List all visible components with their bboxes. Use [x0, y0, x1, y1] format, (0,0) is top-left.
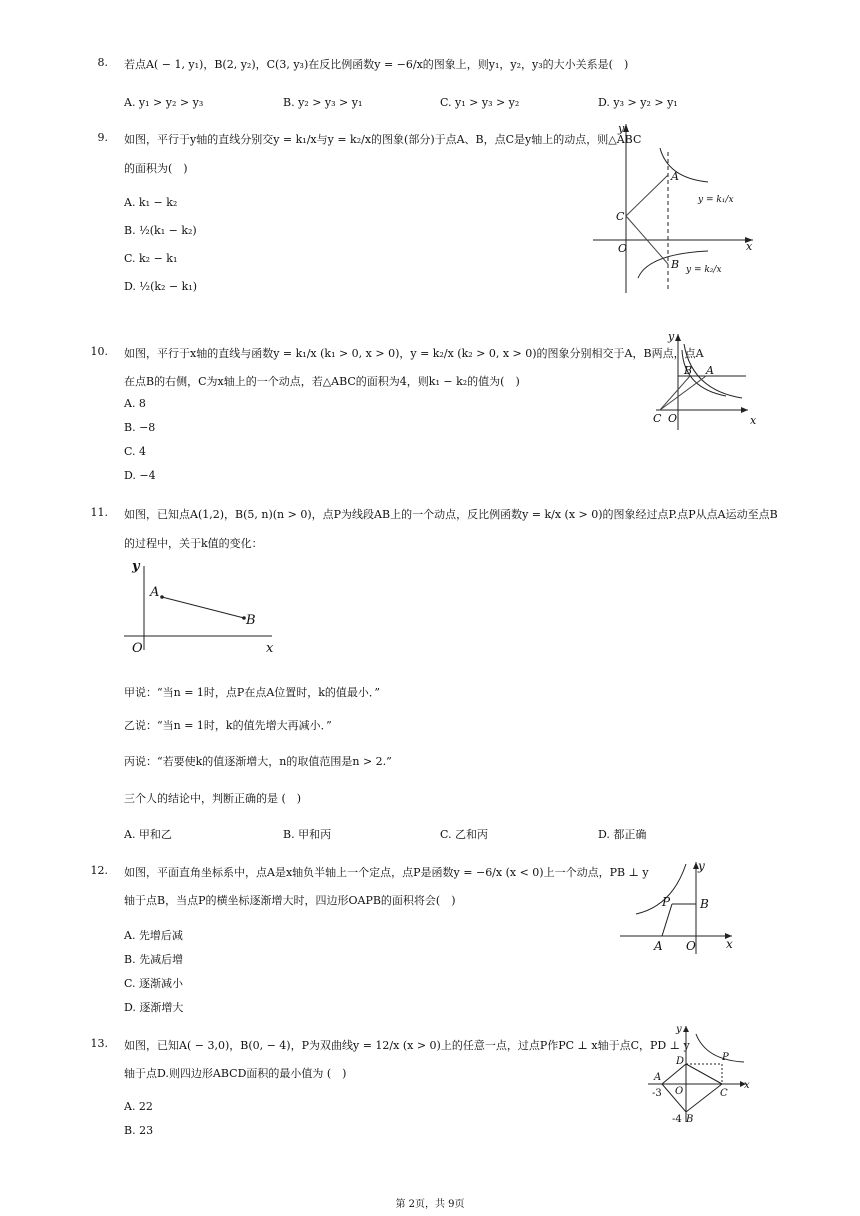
q9-number: 9. — [97, 131, 108, 144]
q13-quad-abcd — [662, 1064, 722, 1112]
q11-statement-jia: 甲说：“当n = 1时，点P在点A位置时，k的值最小．” — [124, 686, 381, 699]
q11-statement-bing: 丙说：“若要使k的值逐渐增大，n的取值范围是n > 2.” — [124, 755, 392, 768]
q9-label-a: A — [671, 170, 679, 183]
q13-figure — [644, 1022, 754, 1128]
q10-segment-cb — [660, 376, 690, 410]
q9-label-o: O — [618, 242, 628, 255]
q12-label-x: x — [726, 937, 733, 951]
q13-option-a[interactable]: A. 22 — [124, 1100, 153, 1113]
q8-option-a[interactable]: A. y₁ > y₂ > y₃ — [124, 96, 204, 109]
q11-label-o: O — [132, 641, 143, 656]
q9-figure — [588, 118, 760, 298]
q10-number: 10. — [90, 345, 108, 358]
q12-option-b[interactable]: B. 先减后增 — [124, 953, 184, 966]
q12-label-p: P — [662, 895, 671, 909]
q11-statement-yi: 乙说：“当n = 1时，k的值先增大再减小．” — [124, 719, 332, 732]
q9-label-c: C — [616, 210, 625, 223]
q10-label-o: O — [668, 412, 678, 425]
q8-option-d[interactable]: D. y₃ > y₂ > y₁ — [598, 96, 678, 109]
q12-label-b: B — [700, 897, 709, 911]
q9-label-x: x — [746, 240, 753, 253]
q9-option-a[interactable]: A. k₁ − k₂ — [124, 196, 178, 209]
q10-label-x: x — [750, 414, 757, 427]
q12-label-o: O — [686, 939, 696, 953]
q11-question: 三个人的结论中，判断正确的是 ( ) — [124, 792, 302, 805]
q13-label-c: C — [720, 1088, 728, 1099]
q13-option-b[interactable]: B. 23 — [124, 1124, 154, 1137]
q11-stem-line1: 如图，已知点A(1,2)，B(5, n)(n > 0)，点P为线段AB上的一个动点，反比例函数y = k/x (x > 0)的图象经过点P.点P从点A运动至点B — [124, 508, 778, 521]
q10-option-a[interactable]: A. 8 — [124, 397, 146, 410]
q12-number: 12. — [90, 864, 108, 877]
q12-stem-line1: 如图，平面直角坐标系中，点A是x轴负半轴上一个定点，点P是函数y = −6/x (x < 0)上一个动点，PB ⊥ y — [124, 866, 649, 879]
q12-option-a[interactable]: A. 先增后减 — [124, 929, 183, 942]
q12-option-d[interactable]: D. 逐渐增大 — [124, 1001, 184, 1014]
q9-curve-k1 — [660, 148, 708, 182]
q13-label-d: D — [676, 1056, 685, 1067]
q9-stem-line2: 的面积为( ) — [124, 162, 188, 175]
q13-label-a: A — [654, 1072, 662, 1083]
q11-figure — [122, 556, 284, 658]
q10-label-b: B — [684, 364, 693, 377]
q11-option-b[interactable]: B. 甲和丙 — [283, 828, 332, 841]
q11-option-c[interactable]: C. 乙和丙 — [440, 828, 489, 841]
q13-label-minus4: -4 — [672, 1114, 682, 1125]
q10-label-y: y — [668, 330, 675, 343]
page-footer: 第 2页，共 9页 — [395, 1199, 465, 1210]
q11-label-y: y — [132, 559, 140, 574]
q9-option-c[interactable]: C. k₂ − k₁ — [124, 252, 178, 265]
q9-option-d[interactable]: D. ½(k₂ − k₁) — [124, 280, 198, 293]
q10-option-b[interactable]: B. −8 — [124, 421, 156, 434]
q11-number: 11. — [90, 506, 108, 519]
q10-label-c: C — [653, 412, 662, 425]
q9-label-b: B — [671, 258, 680, 271]
q9-label-y: y — [618, 122, 625, 135]
q9-stem-line1: 如图，平行于y轴的直线分别交y = k₁/x与y = k₂/x的图象(部分)于点A、B，点C是y轴上的动点，则△ABC — [124, 133, 642, 146]
q8-option-c[interactable]: C. y₁ > y₃ > y₂ — [440, 96, 520, 109]
q13-stem-line2: 轴于点D.则四边形ABCD面积的最小值为 ( ) — [124, 1067, 347, 1080]
q13-label-b: B — [686, 1114, 694, 1125]
q12-curve — [636, 864, 686, 914]
q11-label-x: x — [266, 641, 274, 656]
q11-label-b: B — [246, 613, 256, 628]
q11-option-a[interactable]: A. 甲和乙 — [124, 828, 172, 841]
q12-stem-line2: 轴于点B，当点P的横坐标逐渐增大时，四边形OAPB的面积将会( ) — [124, 894, 456, 907]
q8-option-b[interactable]: B. y₂ > y₃ > y₁ — [283, 96, 363, 109]
q11-stem-line2: 的过程中，关于k值的变化： — [124, 537, 263, 550]
q13-label-y: y — [676, 1024, 682, 1035]
q11-segment-ab — [162, 597, 244, 618]
q10-option-d[interactable]: D. −4 — [124, 469, 156, 482]
q13-label-o: O — [675, 1086, 684, 1097]
q13-number: 13. — [90, 1037, 108, 1050]
q10-stem-line1: 如图，平行于x轴的直线与函数y = k₁/x (k₁ > 0, x > 0)，y = k₂/x (k₂ > 0, x > 0)的图象分别相交于A，B两点，点A — [124, 347, 704, 360]
q10-figure — [648, 326, 760, 430]
q10-label-a: A — [706, 364, 714, 377]
q13-label-p: P — [722, 1052, 729, 1063]
q10-option-c[interactable]: C. 4 — [124, 445, 147, 458]
q11-label-a: A — [150, 585, 160, 600]
q11-option-d[interactable]: D. 都正确 — [598, 828, 647, 841]
q10-stem-line2: 在点B的右侧，C为x轴上的一个动点，若△ABC的面积为4，则k₁ − k₂的值为( ) — [124, 375, 520, 388]
q9-segment-ca — [626, 175, 668, 216]
q13-stem-line1: 如图，已知A( − 3,0)，B(0, − 4)，P为双曲线y = 12/x (x > 0)上的任意一点，过点P作PC ⊥ x轴于点C，PD ⊥ y — [124, 1039, 690, 1052]
q10-segment-ca — [660, 376, 706, 410]
q13-segment-dc — [686, 1064, 722, 1084]
q9-label-f2: y = k₂/x — [686, 265, 722, 275]
q13-label-x: x — [744, 1080, 750, 1091]
q12-option-c[interactable]: C. 逐渐减小 — [124, 977, 184, 990]
q12-label-a: A — [654, 939, 663, 953]
q9-label-f1: y = k₁/x — [698, 195, 734, 205]
q9-option-b[interactable]: B. ½(k₁ − k₂) — [124, 224, 197, 237]
q8-number: 8. — [97, 56, 108, 69]
q12-figure — [616, 856, 742, 956]
q8-stem: 若点A( − 1, y₁)，B(2, y₂)，C(3, y₃)在反比例函数y = −6/x的图象上，则y₁，y₂，y₃的大小关系是( ) — [124, 58, 629, 71]
q13-label-minus3: -3 — [652, 1088, 662, 1099]
q13-curve — [696, 1034, 744, 1062]
q11-point-a — [160, 595, 164, 599]
q12-label-y: y — [698, 859, 705, 873]
